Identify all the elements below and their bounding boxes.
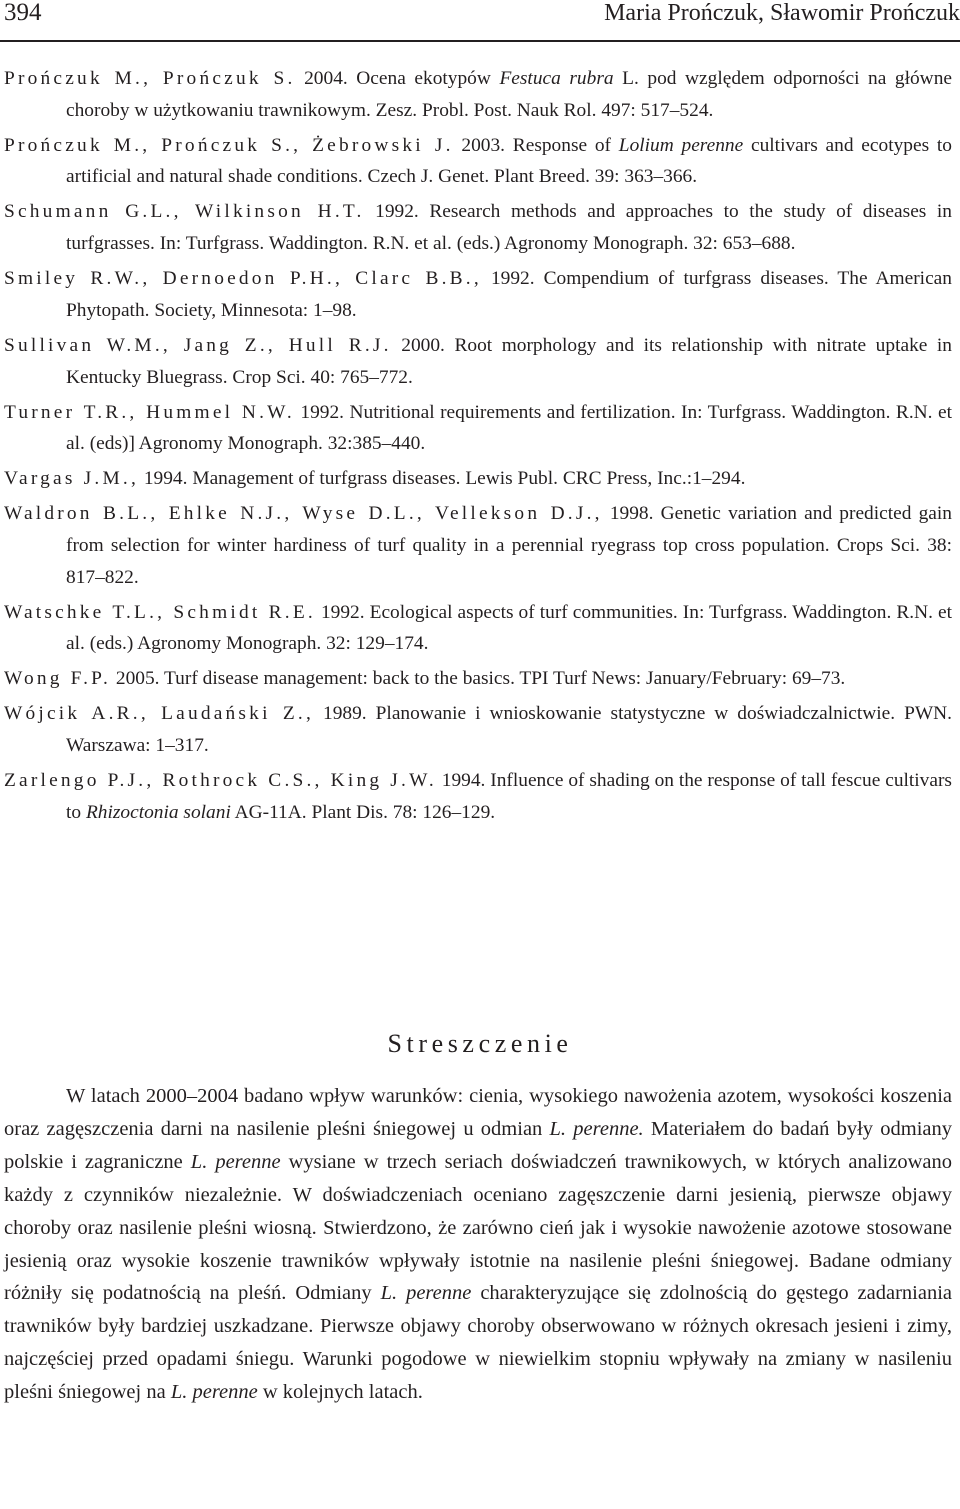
reference-list	[4, 63, 952, 832]
reference-authors: Wójcik A.R., Laudański Z.,	[4, 703, 315, 725]
reference-item	[4, 765, 952, 828]
text-run: 2004. Ocena ekotypów	[295, 68, 500, 89]
page-number: 394	[4, 0, 42, 26]
text-run: 1992. Nutritional requirements and fertilization. In: Turfgrass. Waddington. R.N. et al. (eds)] Agronomy Monograph. 32:385–440.	[66, 401, 953, 455]
reference-authors: Waldron B.L., Ehlke N.J., Wyse D.L., Vellekson D.J.,	[4, 503, 603, 525]
reference-authors: Turner T.R., Hummel N.W.	[4, 401, 295, 423]
reference-authors: Watschke T.L., Schmidt R.E.	[4, 601, 316, 623]
running-head: Maria Prończuk, Sławomir Prończuk	[604, 0, 960, 26]
italic-text: L. perenne	[190, 1150, 281, 1173]
reference-item	[4, 698, 952, 761]
text-run: wysiane w trzech seriach doświadczeń trawnikowych, w których analizowano każdy z czynników niezależnie. W doświadczeniach oceniano zagęszczenie darni jesienią, pierwsze objawy choroby oraz nasilenie pleśni wiosną. Stwierdzono, że zarówno cień jak i wysokie nawożenie azotowe stosowane jesienią oraz wysokie koszenie trawników wpływały istotnie na nasilenie pleśni śniegowej. Badane odmiany różniły się podatnością na pleśń. Odmiany	[4, 1150, 953, 1305]
text-run: 1989. Planowanie i wnioskowanie statystyczne w doświadczalnictwie. PWN. Warszawa: 1–317.	[66, 703, 952, 757]
text-run: 2003. Response of	[453, 134, 619, 156]
reference-authors: Prończuk M., Prończuk S.	[4, 68, 296, 89]
text-run: 1992. Research methods and approaches to the study of diseases in turfgrasses. In: Turfgrass. Waddington. R.N. et al. (eds.) Agronomy Monograph. 32: 653–688.	[66, 201, 952, 255]
italic-text: Lolium perenne	[618, 134, 744, 156]
reference-authors: Zarlengo P.J., Rothrock C.S., King J.W.	[4, 770, 437, 792]
page-header	[0, 0, 960, 44]
text-run: charakteryzujące się zdolnością do gęstego zadarniania trawników były bardziej uszkadzane. Pierwsze objawy choroby obserwowano w różnych okresach jesieni i zimy, najczęściej przed opadami śniegu. Warunki pogodowe w niewielkim stopniu wpływały na zmiany w nasileniu pleśni śniegowej na	[4, 1282, 953, 1404]
reference-item	[4, 498, 952, 593]
italic-text: L. perenne.	[549, 1117, 644, 1140]
reference-authors: Prończuk M., Prończuk S., Żebrowski J.	[4, 134, 454, 156]
reference-item	[4, 663, 952, 695]
reference-item	[4, 397, 952, 460]
text-run: 1992. Ecological aspects of turf communities. In: Turfgrass. Waddington. R.N. et al. (eds.) Agronomy Monograph. 32: 129–174.	[66, 601, 952, 655]
italic-text: Rhizoctonia solani	[85, 801, 231, 823]
reference-item	[4, 130, 952, 193]
summary-paragraph	[4, 1080, 952, 1409]
text-run: cultivars and ecotypes to artificial and natural shade conditions. Czech J. Genet. Plant Breed. 39: 363–366.	[66, 134, 952, 188]
text-run: w kolejnych latach.	[257, 1381, 423, 1404]
reference-item	[4, 63, 952, 126]
header-rule	[0, 40, 960, 42]
reference-item	[4, 597, 952, 660]
text-run: L. pod względem odporności na główne choroby w użytkowaniu trawnikowym. Zesz. Probl. Post. Nauk Rol. 497: 517–524.	[66, 68, 952, 121]
italic-text: L. perenne	[170, 1381, 258, 1404]
italic-text: Festuca rubra	[499, 68, 614, 89]
text-run: 2005. Turf disease management: back to the basics. TPI Turf News: January/February: 69–73.	[111, 668, 846, 690]
reference-item	[4, 263, 952, 326]
reference-item	[4, 463, 952, 495]
reference-authors: Vargas J.M.,	[4, 468, 139, 490]
summary-title: Streszczenie	[387, 1029, 573, 1058]
italic-text: L. perenne	[380, 1282, 472, 1305]
reference-authors: Sullivan W.M., Jang Z., Hull R.J.	[4, 334, 392, 356]
text-run: 1992. Compendium of turfgrass diseases. The American Phytopath. Society, Minnesota: 1–98.	[66, 268, 952, 321]
text-run: AG-11A. Plant Dis. 78: 126–129.	[230, 801, 496, 823]
reference-item	[4, 330, 952, 393]
text-run: Materiałem do badań były odmiany polskie i zagraniczne	[4, 1117, 952, 1173]
text-run: 2000. Root morphology and its relationship with nitrate uptake in Kentucky Bluegrass. Crop Sci. 40: 765–772.	[66, 334, 953, 388]
text-run: W latach 2000–2004 badano wpływ warunków: cienia, wysokiego nawożenia azotem, wysokości koszenia oraz zagęszczenia darni na nasilenie pleśni śniegowej u odmian	[4, 1085, 952, 1140]
text-run: 1998. Genetic variation and predicted gain from selection for winter hardiness of turf quality in a perennial ryegrass top cross population. Crops Sci. 38: 817–822.	[66, 503, 952, 588]
reference-item	[4, 196, 952, 259]
reference-authors: Schumann G.L., Wilkinson H.T.	[4, 201, 365, 223]
text-run: 1994. Influence of shading on the response of tall fescue cultivars to	[66, 770, 952, 823]
reference-authors: Wong F.P.	[4, 668, 112, 690]
text-run: 1994. Management of turfgrass diseases. Lewis Publ. CRC Press, Inc.:1–294.	[139, 468, 746, 490]
reference-authors: Smiley R.W., Dernoedon P.H., Clarc B.B.,	[4, 268, 482, 290]
